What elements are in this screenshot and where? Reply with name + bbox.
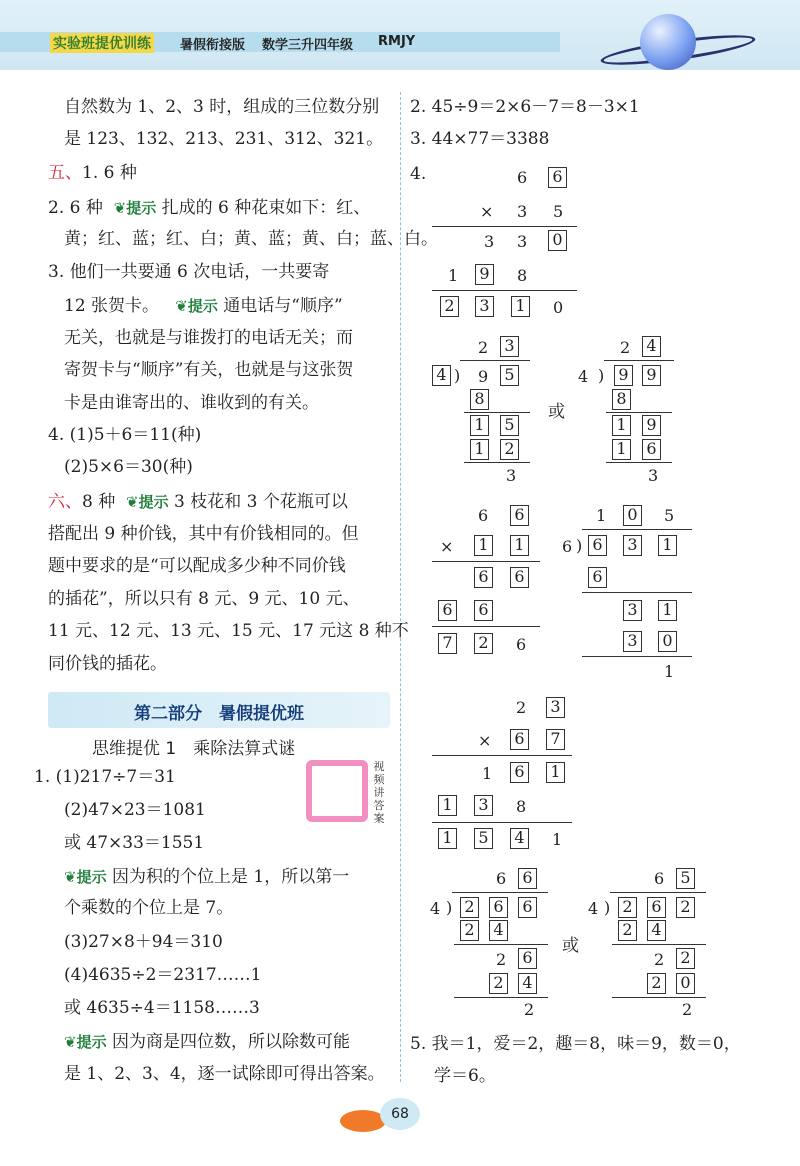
answer-3: 3. 他们一共要通 6 次电话，一共要寄 — [48, 262, 330, 282]
answer-r5b: 学＝6。 — [434, 1066, 496, 1086]
text-line: 自然数为 1、2、3 时，组成的三位数分别 — [64, 97, 380, 117]
page-header — [0, 0, 800, 70]
text-line: 同价钱的插花。 — [48, 654, 167, 674]
text-line: 11 元、12 元、13 元、15 元、17 元这 8 种不 — [48, 621, 409, 641]
tip-line: ❦提示 因为商是四位数，所以除数可能 — [64, 1032, 350, 1052]
answer-r4-label: 4. — [410, 164, 427, 184]
text-line: 是 123、132、213、231、312、321。 — [64, 129, 384, 149]
tip-icon: ❦ — [64, 1033, 77, 1051]
answer-4-2: (2)5×6＝30(种) — [64, 457, 193, 477]
section-5: 五、1. 6 种 — [48, 163, 137, 183]
text-line: 卡是由谁寄出的、谁收到的有关。 — [64, 393, 319, 413]
part-banner: 第二部分 暑假提优班 — [48, 692, 390, 728]
answer-1-1: 1. (1)217÷7＝31 — [34, 767, 176, 787]
text-line: 寄贺卡与“顺序”有关，也就是与这张贺 — [64, 360, 354, 380]
answer-3-tip: 12 张贺卡。 ❦提示 通电话与“顺序” — [64, 296, 343, 316]
edition-label: 暑假衔接版 — [180, 38, 246, 53]
tip-icon: ❦ — [64, 868, 77, 886]
tip-icon: ❦ — [175, 297, 188, 315]
answer-r2: 2. 45÷9＝2×6－7＝8－3×1 — [410, 97, 640, 117]
answer-r5: 5. 我＝1，爱＝2，趣＝8，味＝9，数＝0， — [410, 1034, 741, 1054]
section-6: 六、8 种 ❦提示 3 枝花和 3 个花瓶可以 — [48, 492, 348, 512]
page-number: 68 — [380, 1098, 420, 1130]
subject-label: 数学三升四年级 — [262, 38, 354, 53]
or-label: 或 — [548, 402, 565, 422]
or-label: 或 — [562, 936, 579, 956]
text-line: 搭配出 9 种价钱，其中有价钱相同的。但 — [48, 524, 359, 544]
text-line: 个乘数的个位上是 7。 — [64, 898, 234, 918]
answer-1-2: (2)47×23＝1081 — [64, 800, 206, 820]
answer-1-4: (4)4635÷2＝2317……1 — [64, 965, 262, 985]
series-code: RMJY — [378, 34, 416, 49]
tip-icon: ❦ — [126, 493, 139, 511]
qr-code[interactable] — [306, 760, 368, 822]
tip-icon: ❦ — [113, 199, 127, 217]
answer-4-1: 4. (1)5＋6＝11(种) — [48, 425, 202, 445]
brand-title: 实验班提优训练 — [50, 33, 154, 53]
qr-label: 视频讲答案 — [373, 760, 385, 825]
text-line: 题中要求的是“可以配成多少种不同价钱 — [48, 556, 346, 576]
answer-2: 2. 6 种 ❦提示 扎成的 6 种花束如下：红、 — [48, 198, 371, 218]
tip-line: ❦提示 因为积的个位上是 1，所以第一 — [64, 867, 350, 887]
answer-1-2b: 或 47×33＝1551 — [64, 833, 205, 853]
topic-title: 思维提优 1 乘除法算式谜 — [92, 739, 296, 759]
text-line: 黄；红、蓝；红、白；黄、蓝；黄、白；蓝、白。 — [64, 229, 438, 249]
answer-1-3: (3)27×8＋94＝310 — [64, 932, 223, 952]
planet-icon — [640, 14, 696, 70]
answer-1-4b: 或 4635÷4＝1158……3 — [64, 998, 260, 1018]
text-line: 是 1、2、3、4，逐一试除即可得出答案。 — [64, 1064, 385, 1084]
text-line: 无关，也就是与谁拨打的电话无关；而 — [64, 328, 353, 348]
answer-r3: 3. 44×77＝3388 — [410, 129, 550, 149]
text-line: 的插花”，所以只有 8 元、9 元、10 元、 — [48, 589, 360, 609]
